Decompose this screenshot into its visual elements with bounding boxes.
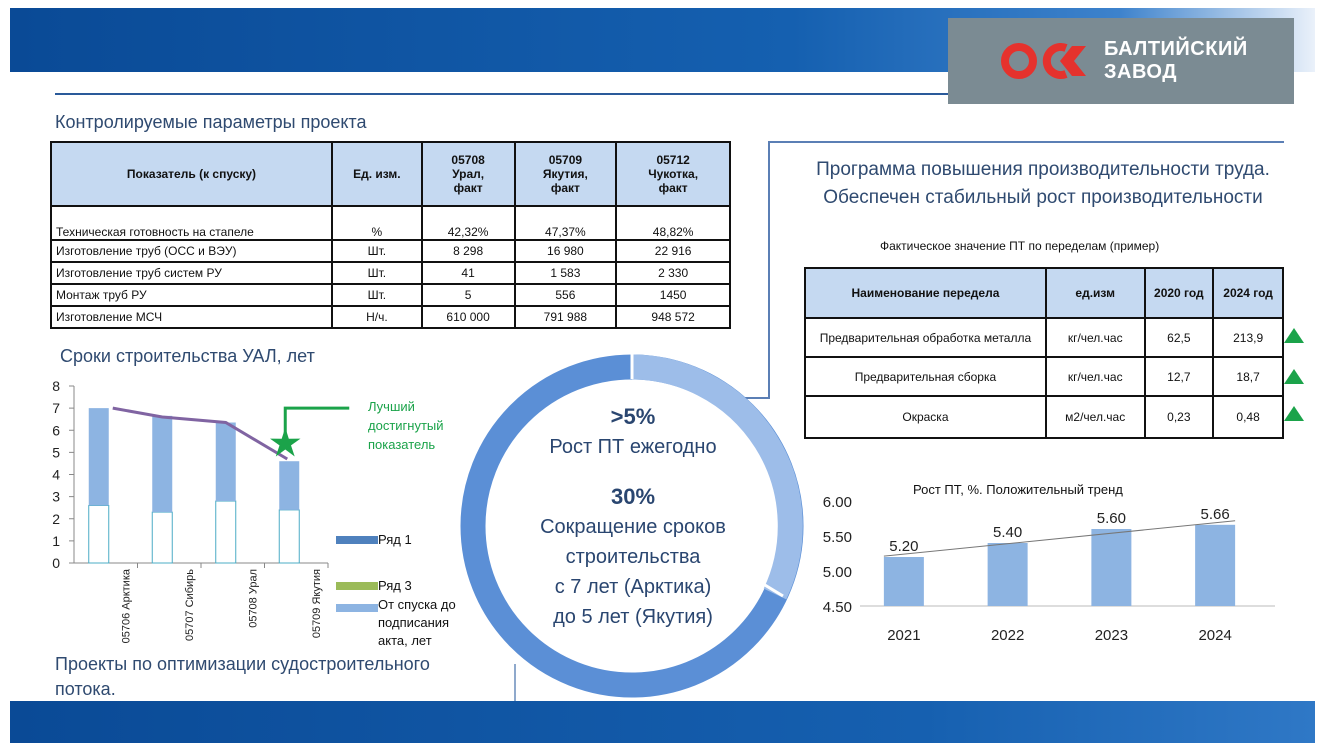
y-tick-label: 3	[52, 488, 60, 505]
logo-line-1: БАЛТИЙСКИЙ	[1104, 38, 1248, 60]
table-cell: 791 988	[515, 306, 617, 328]
bar-series-1	[216, 501, 236, 563]
table-cell: 2 330	[616, 262, 730, 284]
table-cell: 22 916	[616, 240, 730, 262]
growth-chart-title: Рост ПТ, %. Положительный тренд	[913, 482, 1123, 497]
bottom-title	[55, 652, 430, 702]
up-triangle-icon	[1284, 369, 1304, 384]
table-cell: 0,48	[1213, 396, 1283, 438]
table-cell: м2/чел.час	[1046, 396, 1145, 438]
ring-text-1: Рост ПТ ежегодно	[549, 436, 717, 458]
table-row	[51, 262, 730, 284]
program-header-cell: 2024 год	[1213, 268, 1283, 318]
table-cell: 213,9	[1213, 318, 1283, 357]
table-cell: Изготовление труб (ОСС и ВЭУ)	[51, 240, 332, 262]
table-cell: 1 583	[515, 262, 617, 284]
y-tick-label: 5	[52, 444, 60, 461]
data-label: 5.40	[993, 524, 1023, 541]
legend-label: Ряд 3	[378, 578, 412, 593]
logo-line-2: ЗАВОД	[1104, 61, 1177, 83]
header-divider	[55, 93, 948, 95]
params-header-cell: 05712 Чукотка, факт	[616, 142, 730, 206]
x-tick-label: 2023	[1094, 627, 1129, 644]
legend-item	[336, 530, 476, 552]
bottom-title-line-1: Проекты по оптимизации судостроительного	[55, 654, 430, 674]
program-header-row	[805, 268, 1283, 318]
legend-swatch	[336, 582, 378, 590]
ring-text-2-line-4: до 5 лет (Якутия)	[553, 606, 713, 628]
table-row	[51, 284, 730, 306]
table-cell: 12,7	[1145, 357, 1214, 396]
table-cell: кг/чел.час	[1046, 318, 1145, 357]
ring-text-2-line-1: Сокращение сроков	[540, 516, 726, 538]
bar-series-1	[279, 510, 299, 563]
table-cell: Предварительная обработка металла	[805, 318, 1046, 357]
table-cell: Изготовление труб систем РУ	[51, 262, 332, 284]
line-series	[113, 408, 288, 459]
bar-series-2	[279, 461, 299, 510]
legend-label: От спуска до подписания акта, лет	[378, 597, 456, 648]
params-header-row	[51, 142, 730, 206]
bar-series-2	[216, 423, 236, 502]
table-row	[805, 318, 1283, 357]
bar	[988, 543, 1028, 606]
bar	[1091, 529, 1131, 606]
ring-stat-1: >5%	[610, 404, 656, 429]
program-header-cell: 2020 год	[1145, 268, 1214, 318]
table-cell: Монтаж труб РУ	[51, 284, 332, 306]
data-label: 5.66	[1200, 505, 1230, 523]
table-row	[51, 306, 730, 328]
x-tick-label: 05707 Сибирь	[184, 569, 196, 642]
table-cell: Шт.	[332, 284, 422, 306]
table-cell: 41	[422, 262, 515, 284]
params-header-cell: Ед. изм.	[332, 142, 422, 206]
table-cell: Окраска	[805, 396, 1046, 438]
y-tick-label: 4	[52, 466, 60, 483]
table-cell: %	[332, 206, 422, 240]
legend-label: Ряд 1	[378, 532, 412, 547]
y-tick-label: 1	[52, 532, 60, 549]
duration-chart	[40, 372, 370, 662]
table-cell: Изготовление МСЧ	[51, 306, 332, 328]
x-tick-label: 05708 Урал	[247, 569, 260, 628]
y-tick-label: 8	[52, 378, 60, 394]
x-tick-label: 05706 Арктика	[120, 569, 133, 644]
y-tick-label: 4.50	[822, 599, 852, 616]
table-cell: Техническая готовность на стапеле	[51, 206, 332, 240]
program-title-line-2: Обеспечен стабильный рост производительности	[823, 187, 1263, 208]
data-label: 5.20	[889, 538, 919, 555]
bar-series-2	[89, 408, 109, 505]
growth-chart	[800, 490, 1290, 655]
table-cell: 62,5	[1145, 318, 1214, 357]
params-title: Контролируемые параметры проекта	[55, 112, 367, 132]
annotation-line	[285, 408, 349, 433]
bottom-banner	[10, 701, 1315, 743]
table-cell: Предварительная сборка	[805, 357, 1046, 396]
ring-text-2-line-3: с 7 лет (Арктика)	[554, 576, 712, 598]
table-row	[51, 240, 730, 262]
up-triangle-icon	[1284, 406, 1304, 421]
table-cell: 48,82%	[616, 206, 730, 240]
table-cell: 948 572	[616, 306, 730, 328]
params-table	[50, 141, 731, 329]
y-tick-label: 0	[52, 555, 60, 571]
x-tick-label: 2024	[1198, 627, 1232, 644]
x-tick-label: 2021	[887, 627, 921, 644]
bar-series-1	[89, 505, 109, 563]
y-tick-label: 5.50	[822, 529, 852, 546]
program-header-cell: ед.изм	[1046, 268, 1145, 318]
table-cell: 556	[515, 284, 617, 306]
bar	[1195, 525, 1235, 606]
table-cell: 16 980	[515, 240, 617, 262]
data-label: 5.60	[1096, 510, 1126, 527]
table-cell: 5	[422, 284, 515, 306]
table-cell: Н/ч.	[332, 306, 422, 328]
up-triangle-icon	[1284, 328, 1304, 343]
params-header-cell: 05708 Урал, факт	[422, 142, 515, 206]
bottom-title-line-2: потока.	[55, 679, 116, 699]
table-cell: 0,23	[1145, 396, 1214, 438]
logo-text	[1104, 38, 1248, 84]
bar	[884, 557, 924, 606]
params-header-cell: Показатель (к спуску)	[51, 142, 332, 206]
y-tick-label: 7	[52, 400, 60, 417]
program-header-cell: Наименование передела	[805, 268, 1046, 318]
y-tick-label: 5.00	[822, 564, 852, 581]
y-tick-label: 2	[52, 510, 60, 527]
y-tick-label: 6	[52, 422, 60, 439]
trend-line	[884, 521, 1235, 556]
table-cell: 42,32%	[422, 206, 515, 240]
program-title-line-1: Программа повышения производительности труда.	[816, 159, 1270, 180]
table-cell: 47,37%	[515, 206, 617, 240]
table-cell: 1450	[616, 284, 730, 306]
annotation-label: Лучший достигнутый показатель	[368, 399, 444, 452]
bar-series-2	[152, 416, 172, 512]
params-header-cell: 05709 Якутия, факт	[515, 142, 617, 206]
table-cell: 18,7	[1213, 357, 1283, 396]
legend-item	[336, 576, 476, 598]
legend-swatch	[336, 604, 378, 612]
table-row	[805, 396, 1283, 438]
table-cell: Шт.	[332, 262, 422, 284]
program-caption: Фактическое значение ПТ по переделам (пример)	[880, 239, 1160, 253]
program-table	[804, 267, 1284, 439]
ring-text-2-line-2: строительства	[565, 546, 701, 568]
program-title	[793, 156, 1293, 212]
ring-text	[473, 402, 793, 632]
table-cell: Шт.	[332, 240, 422, 262]
osk-logo-icon	[1000, 40, 1088, 82]
legend-item	[336, 596, 476, 656]
duration-chart-title: Сроки строительства УАЛ, лет	[60, 346, 315, 366]
duration-chart-legend	[336, 530, 476, 656]
legend-swatch	[336, 536, 378, 544]
ring-stat-2: 30%	[610, 484, 656, 509]
bar-series-1	[152, 512, 172, 563]
x-tick-label: 05709 Якутия	[311, 569, 323, 639]
logo-box	[948, 18, 1294, 104]
table-row	[805, 357, 1283, 396]
table-row	[51, 206, 730, 240]
table-cell: 610 000	[422, 306, 515, 328]
y-tick-label: 6.00	[822, 494, 852, 511]
x-tick-label: 2022	[990, 627, 1025, 644]
table-cell: кг/чел.час	[1046, 357, 1145, 396]
table-cell: 8 298	[422, 240, 515, 262]
